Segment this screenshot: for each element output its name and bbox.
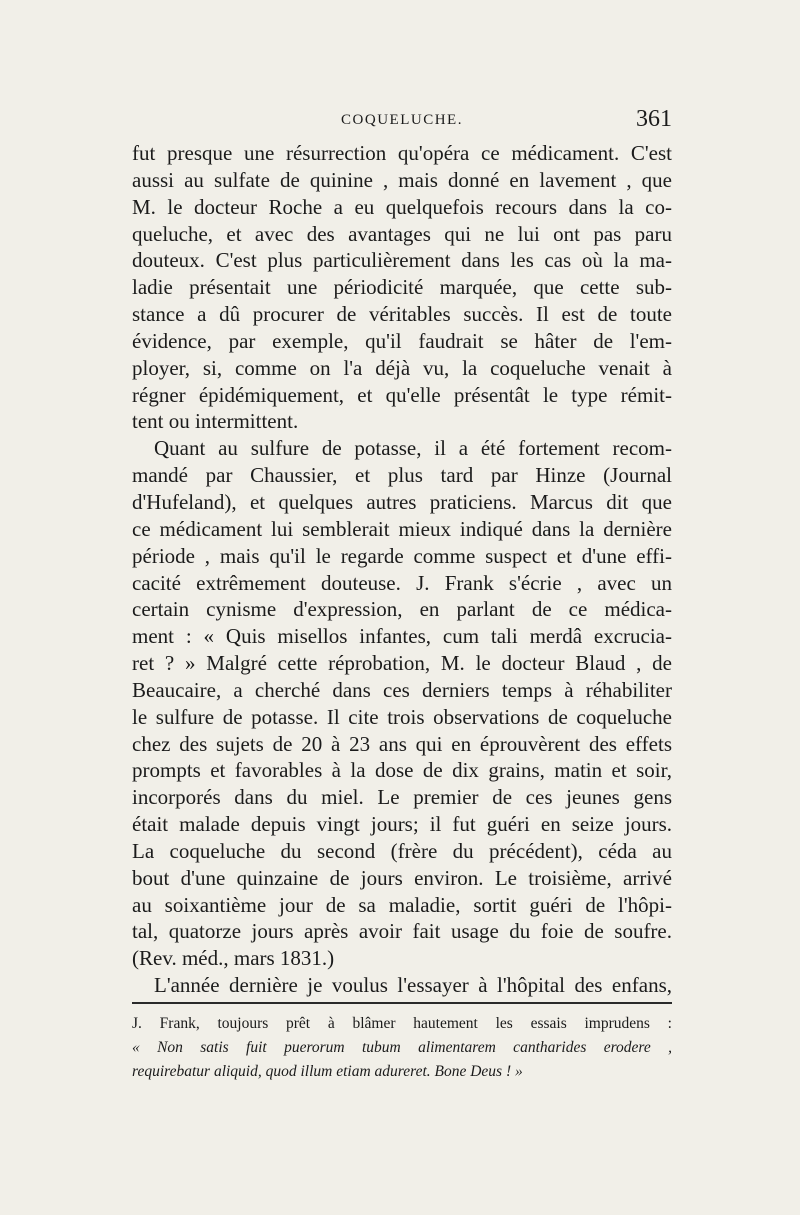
text-line: chez des sujets de 20 à 23 ans qui en éprouvèrent des effets	[132, 731, 672, 756]
text-line: aussi au sulfate de quinine , mais donné en lavement , que	[132, 167, 672, 192]
text-line: d'Hufeland), et quelques autres praticiens. Marcus dit que	[132, 489, 672, 514]
footnote-line: « Non satis fuit puerorum tubum alimentarem cantharides erodere ,	[132, 1039, 672, 1056]
text-line: prompts et favorables à la dose de dix grains, matin et soir,	[132, 758, 672, 783]
text-line: M. le docteur Roche a eu quelquefois recours dans la co-	[132, 194, 672, 219]
text-line: tal, quatorze jours après avoir fait usage du foie de soufre.	[132, 919, 672, 944]
footnote-rule	[132, 1002, 672, 1004]
text-line: tent ou intermittent.	[132, 409, 299, 434]
footnote-line: requirebatur aliquid, quod illum etiam adureret. Bone Deus ! »	[132, 1063, 523, 1080]
text-line: ment : « Quis misellos infantes, cum tali merdâ excrucia-	[132, 624, 672, 649]
footnote-line: J. Frank, toujours prêt à blâmer hautement les essais imprudens :	[132, 1015, 672, 1032]
text-line: ployer, si, comme on l'a déjà vu, la coqueluche venait à	[132, 355, 672, 380]
text-line: stance a dû procurer de véritables succès. Il est de toute	[132, 302, 672, 327]
paragraph-sulfure	[132, 435, 672, 972]
body-text	[132, 140, 672, 999]
text-line: au soixantième jour de sa maladie, sortit guéri de l'hôpi-	[132, 892, 672, 917]
text-line: L'année dernière je voulus l'essayer à l'hôpital des enfans,	[154, 973, 672, 998]
text-line: incorporés dans du miel. Le premier de ces jeunes gens	[132, 785, 672, 810]
text-line: Beaucaire, a cherché dans ces derniers temps à réhabiliter	[132, 677, 672, 702]
text-line: évidence, par exemple, qu'il faudrait se hâter de l'em-	[132, 328, 672, 353]
page-header	[132, 106, 672, 140]
text-line: période , mais qu'il le regarde comme suspect et d'une effi-	[132, 543, 672, 568]
text-line: (Rev. méd., mars 1831.)	[132, 946, 335, 971]
page-number: 361	[636, 106, 672, 132]
text-line: était malade depuis vingt jours; il fut guéri en seize jours.	[132, 812, 672, 837]
text-line: cacité extrêmement douteuse. J. Frank s'écrie , avec un	[132, 570, 672, 595]
running-head: COQUELUCHE.	[341, 112, 463, 128]
text-line: fut presque une résurrection qu'opéra ce médicament. C'est	[132, 141, 672, 165]
text-line: Quant au sulfure de potasse, il a été fortement recom-	[154, 436, 672, 461]
text-line: mandé par Chaussier, et plus tard par Hinze (Journal	[132, 463, 672, 488]
text-line: ladie présentait une périodicité marquée, que cette sub-	[132, 275, 672, 300]
text-line: queluche, et avec des avantages qui ne lui ont pas paru	[132, 221, 672, 246]
text-line: le sulfure de potasse. Il cite trois observations de coqueluche	[132, 704, 672, 729]
paragraph-quinine	[132, 140, 672, 435]
text-line: certain cynisme d'expression, en parlant de ce médica-	[132, 597, 672, 622]
footnote	[132, 1012, 672, 1084]
text-line: douteux. C'est plus particulièrement dans les cas où la ma-	[132, 248, 672, 273]
paragraph-annee	[132, 972, 672, 999]
text-line: La coqueluche du second (frère du précédent), céda au	[132, 838, 672, 863]
text-line: ret ? » Malgré cette réprobation, M. le docteur Blaud , de	[132, 651, 672, 676]
text-line: régner épidémiquement, et qu'elle présentât le type rémit-	[132, 382, 672, 407]
text-line: ce médicament lui semblerait mieux indiqué dans la dernière	[132, 516, 672, 541]
text-line: bout d'une quinzaine de jours environ. Le troisième, arrivé	[132, 865, 672, 890]
